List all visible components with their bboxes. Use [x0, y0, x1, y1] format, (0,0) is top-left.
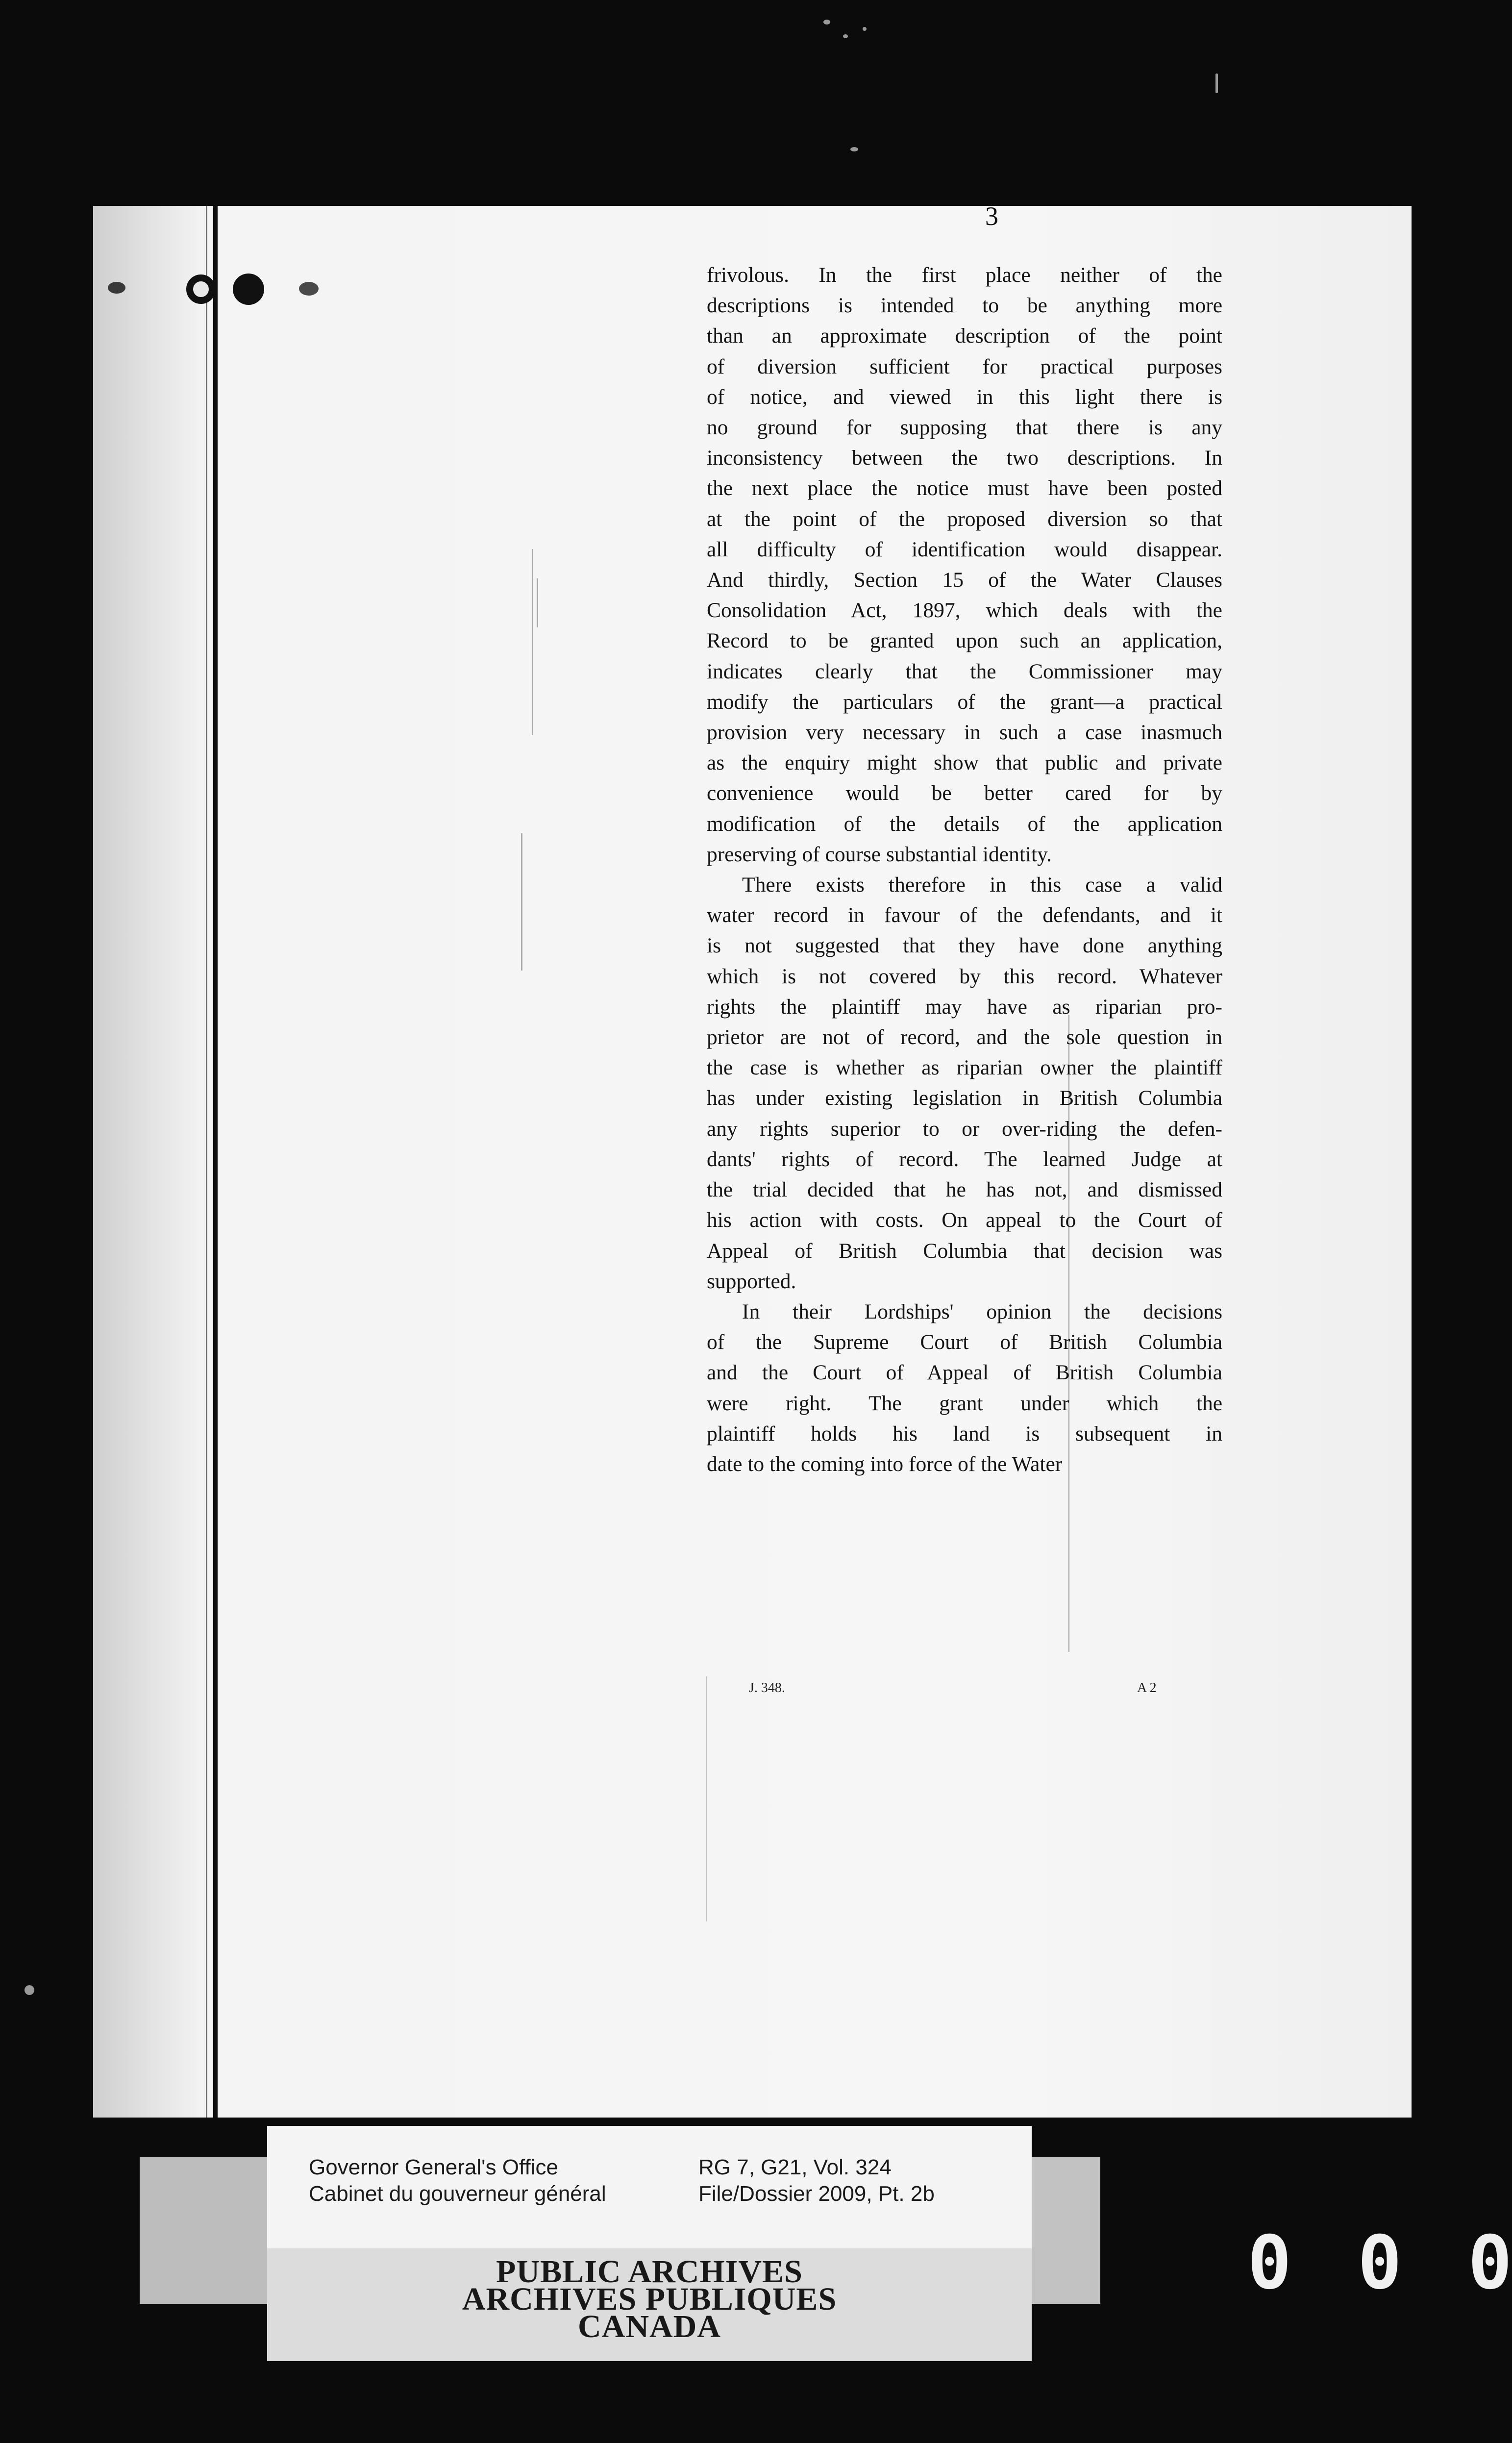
text-line: at the point of the proposed diversion so that [707, 507, 1222, 531]
stamp-line-2: ARCHIVES PUBLIQUES [462, 2281, 837, 2317]
text-line: is not suggested that they have done anything [707, 934, 1222, 958]
text-line: of diversion sufficient for practical purposes [707, 354, 1222, 378]
text-line: provision very necessary in such a case inasmuch [707, 721, 1222, 745]
printer-reference: J. 348. [749, 1680, 785, 1695]
pencil-mark [532, 549, 533, 735]
text-line: the case is whether as riparian owner the plaintiff [707, 1056, 1222, 1080]
text-line: of the Supreme Court of British Columbia [707, 1330, 1222, 1354]
text-line: which is not covered by this record. Whatever [707, 964, 1222, 988]
label-backing-left [140, 2157, 267, 2304]
stamp-line-1: PUBLIC ARCHIVES [496, 2254, 803, 2290]
text-line: of notice, and viewed in this light there is [707, 385, 1222, 409]
office-name-english: Governor General's Office [309, 2155, 558, 2179]
text-line: dants' rights of record. The learned Judge at [707, 1147, 1222, 1171]
paper-crease [706, 1676, 707, 1921]
text-line: And thirdly, Section 15 of the Water Clauses [707, 568, 1222, 592]
text-line: convenience would be better cared for by [707, 781, 1222, 805]
text-line: and the Court of Appeal of British Columbia [707, 1361, 1222, 1385]
text-line: supported. [707, 1269, 796, 1293]
text-line: frivolous. In the first place neither of the [707, 263, 1222, 287]
text-line: has under existing legislation in British Columbia [707, 1086, 1222, 1110]
frame-digit: 0 [1247, 2220, 1292, 2306]
frame-digit: 0 [1358, 2220, 1402, 2306]
text-line: date to the coming into force of the Water [707, 1452, 1063, 1476]
file-dossier-reference: File/Dossier 2009, Pt. 2b [698, 2182, 935, 2206]
text-line: the trial decided that he has not, and dismissed [707, 1178, 1222, 1202]
frame-digit: 0 [1468, 2220, 1512, 2306]
binding-margin-shadow [93, 206, 206, 2118]
binding-fold-line [213, 206, 218, 2118]
film-speck [25, 1985, 34, 1995]
punch-hole [299, 282, 319, 296]
text-line: water record in favour of the defendants, and it [707, 903, 1222, 927]
text-line: Consolidation Act, 1897, which deals with the [707, 598, 1222, 623]
pencil-mark [537, 578, 538, 627]
body-paragraph [707, 260, 1222, 870]
text-line: no ground for supposing that there is any [707, 416, 1222, 440]
punch-hole [186, 274, 216, 304]
text-line: all difficulty of identification would disappear. [707, 537, 1222, 561]
text-line: plaintiff holds his land is subsequent in [707, 1421, 1222, 1446]
body-paragraph [707, 870, 1222, 1296]
record-group-reference: RG 7, G21, Vol. 324 [698, 2155, 892, 2179]
body-text-column [707, 260, 1222, 1479]
film-speck [863, 27, 867, 31]
text-line: modification of the details of the application [707, 812, 1222, 836]
film-speck [843, 34, 848, 38]
office-name-french: Cabinet du gouverneur général [309, 2182, 606, 2206]
text-line: There exists therefore in this case a valid [742, 873, 1222, 897]
archive-reference-label [267, 2126, 1032, 2248]
text-line: as the enquiry might show that public and private [707, 751, 1222, 775]
film-speck [850, 147, 858, 151]
text-line: the next place the notice must have been posted [707, 476, 1222, 500]
text-line: his action with costs. On appeal to the Court of [707, 1208, 1222, 1232]
text-line: inconsistency between the two descriptions. In [707, 446, 1222, 470]
film-speck [823, 20, 830, 25]
punch-holes [103, 270, 221, 309]
stamp-line-3: CANADA [578, 2309, 721, 2344]
binding-edge-line [206, 206, 207, 2118]
text-line: rights the plaintiff may have as riparian pro- [707, 995, 1222, 1019]
text-line: prietor are not of record, and the sole question in [707, 1025, 1222, 1049]
punch-hole [108, 282, 125, 294]
text-line: preserving of course substantial identity. [707, 842, 1052, 866]
body-paragraph [707, 1296, 1222, 1479]
text-line: any rights superior to or over-riding the defen- [707, 1117, 1222, 1141]
archives-stamp [267, 2248, 1032, 2361]
text-line: modify the particulars of the grant—a practical [707, 690, 1222, 714]
page-number: 3 [985, 201, 998, 231]
text-line: descriptions is intended to be anything more [707, 294, 1222, 318]
text-line: indicates clearly that the Commissioner may [707, 659, 1222, 683]
text-line: In their Lordships' opinion the decisions [742, 1299, 1222, 1323]
text-line: Appeal of British Columbia that decision was [707, 1239, 1222, 1263]
film-speck [1215, 74, 1218, 93]
punch-hole [233, 274, 264, 305]
pencil-mark [521, 833, 522, 971]
label-backing-right [1032, 2157, 1100, 2304]
text-line: than an approximate description of the point [707, 324, 1222, 348]
signature-mark: A 2 [1137, 1680, 1157, 1695]
text-line: Record to be granted upon such an application, [707, 629, 1222, 653]
text-line: were right. The grant under which the [707, 1391, 1222, 1415]
